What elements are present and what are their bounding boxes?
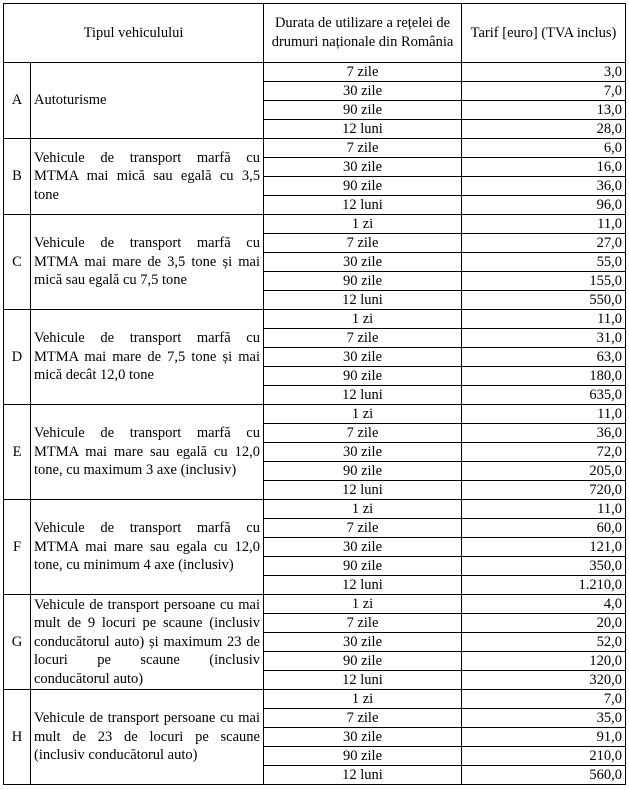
duration-cell: 1 zi bbox=[264, 405, 462, 424]
price-cell: 11,0 bbox=[462, 500, 626, 519]
duration-cell: 30 zile bbox=[264, 728, 462, 747]
price-cell: 550,0 bbox=[462, 291, 626, 310]
price-cell: 36,0 bbox=[462, 177, 626, 196]
tariff-table bbox=[3, 3, 626, 785]
price-cell: 28,0 bbox=[462, 120, 626, 139]
duration-cell: 90 zile bbox=[264, 462, 462, 481]
price-cell: 720,0 bbox=[462, 481, 626, 500]
duration-cell: 30 zile bbox=[264, 348, 462, 367]
price-cell: 205,0 bbox=[462, 462, 626, 481]
price-cell: 63,0 bbox=[462, 348, 626, 367]
duration-cell: 30 zile bbox=[264, 633, 462, 652]
category-code: D bbox=[4, 310, 31, 405]
price-cell: 72,0 bbox=[462, 443, 626, 462]
price-cell: 11,0 bbox=[462, 310, 626, 329]
duration-cell: 12 luni bbox=[264, 671, 462, 690]
category-description: Vehicule de transport persoane cu mai mult de 9 locuri pe scaune (inclusiv conducătorul auto) și maximum 23 de locuri pe scaune (inclusiv conducătorul auto) bbox=[31, 595, 264, 690]
price-cell: 560,0 bbox=[462, 766, 626, 785]
duration-cell: 90 zile bbox=[264, 747, 462, 766]
table-row bbox=[4, 215, 626, 234]
price-cell: 11,0 bbox=[462, 405, 626, 424]
duration-cell: 30 zile bbox=[264, 158, 462, 177]
category-code: B bbox=[4, 139, 31, 215]
price-cell: 35,0 bbox=[462, 709, 626, 728]
duration-cell: 12 luni bbox=[264, 196, 462, 215]
category-description: Vehicule de transport marfă cu MTMA mai mare sau egală cu 12,0 tone, cu maximum 3 axe (inclusiv) bbox=[31, 405, 264, 500]
price-cell: 121,0 bbox=[462, 538, 626, 557]
price-cell: 52,0 bbox=[462, 633, 626, 652]
price-cell: 320,0 bbox=[462, 671, 626, 690]
category-code: G bbox=[4, 595, 31, 690]
table-row bbox=[4, 500, 626, 519]
duration-cell: 7 zile bbox=[264, 63, 462, 82]
duration-cell: 7 zile bbox=[264, 234, 462, 253]
price-cell: 210,0 bbox=[462, 747, 626, 766]
duration-cell: 7 zile bbox=[264, 614, 462, 633]
category-code: C bbox=[4, 215, 31, 310]
header-tariff: Tarif [euro] (TVA inclus) bbox=[462, 4, 626, 63]
header-row bbox=[4, 4, 626, 63]
table-row bbox=[4, 310, 626, 329]
category-description: Vehicule de transport marfă cu MTMA mai mică sau egală cu 3,5 tone bbox=[31, 139, 264, 215]
price-cell: 16,0 bbox=[462, 158, 626, 177]
category-description: Vehicule de transport marfă cu MTMA mai mare de 3,5 tone și mai mică sau egală cu 7,5 tone bbox=[31, 215, 264, 310]
table-body bbox=[4, 63, 626, 785]
duration-cell: 30 zile bbox=[264, 82, 462, 101]
price-cell: 55,0 bbox=[462, 253, 626, 272]
price-cell: 635,0 bbox=[462, 386, 626, 405]
price-cell: 20,0 bbox=[462, 614, 626, 633]
price-cell: 36,0 bbox=[462, 424, 626, 443]
duration-cell: 1 zi bbox=[264, 310, 462, 329]
duration-cell: 30 zile bbox=[264, 443, 462, 462]
duration-cell: 1 zi bbox=[264, 690, 462, 709]
duration-cell: 12 luni bbox=[264, 120, 462, 139]
duration-cell: 12 luni bbox=[264, 386, 462, 405]
price-cell: 6,0 bbox=[462, 139, 626, 158]
price-cell: 7,0 bbox=[462, 690, 626, 709]
price-cell: 350,0 bbox=[462, 557, 626, 576]
category-description: Vehicule de transport marfă cu MTMA mai mare sau egala cu 12,0 tone, cu minimum 4 axe (inclusiv) bbox=[31, 500, 264, 595]
price-cell: 155,0 bbox=[462, 272, 626, 291]
price-cell: 27,0 bbox=[462, 234, 626, 253]
duration-cell: 7 zile bbox=[264, 329, 462, 348]
price-cell: 180,0 bbox=[462, 367, 626, 386]
price-cell: 13,0 bbox=[462, 101, 626, 120]
table-row bbox=[4, 405, 626, 424]
category-code: A bbox=[4, 63, 31, 139]
price-cell: 120,0 bbox=[462, 652, 626, 671]
duration-cell: 90 zile bbox=[264, 272, 462, 291]
category-description: Vehicule de transport marfă cu MTMA mai mare de 7,5 tone și mai mică decât 12,0 tone bbox=[31, 310, 264, 405]
duration-cell: 1 zi bbox=[264, 595, 462, 614]
header-vehicle-type: Tipul vehiculului bbox=[4, 4, 264, 63]
duration-cell: 90 zile bbox=[264, 367, 462, 386]
price-cell: 11,0 bbox=[462, 215, 626, 234]
category-description: Autoturisme bbox=[31, 63, 264, 139]
duration-cell: 12 luni bbox=[264, 291, 462, 310]
duration-cell: 1 zi bbox=[264, 215, 462, 234]
price-cell: 91,0 bbox=[462, 728, 626, 747]
price-cell: 60,0 bbox=[462, 519, 626, 538]
price-cell: 1.210,0 bbox=[462, 576, 626, 595]
duration-cell: 7 zile bbox=[264, 424, 462, 443]
duration-cell: 90 zile bbox=[264, 177, 462, 196]
duration-cell: 12 luni bbox=[264, 766, 462, 785]
price-cell: 31,0 bbox=[462, 329, 626, 348]
category-description: Vehicule de transport persoane cu mai mult de 23 de locuri pe scaune (inclusiv conducătorul auto) bbox=[31, 690, 264, 785]
price-cell: 3,0 bbox=[462, 63, 626, 82]
duration-cell: 30 zile bbox=[264, 538, 462, 557]
category-code: F bbox=[4, 500, 31, 595]
table-row bbox=[4, 690, 626, 709]
duration-cell: 30 zile bbox=[264, 253, 462, 272]
table-row bbox=[4, 139, 626, 158]
duration-cell: 90 zile bbox=[264, 557, 462, 576]
price-cell: 4,0 bbox=[462, 595, 626, 614]
table-row bbox=[4, 63, 626, 82]
category-code: E bbox=[4, 405, 31, 500]
duration-cell: 12 luni bbox=[264, 576, 462, 595]
duration-cell: 7 zile bbox=[264, 709, 462, 728]
price-cell: 7,0 bbox=[462, 82, 626, 101]
duration-cell: 90 zile bbox=[264, 652, 462, 671]
duration-cell: 90 zile bbox=[264, 101, 462, 120]
duration-cell: 7 zile bbox=[264, 519, 462, 538]
header-duration: Durata de utilizare a rețelei de drumuri naționale din România bbox=[264, 4, 462, 63]
category-code: H bbox=[4, 690, 31, 785]
duration-cell: 12 luni bbox=[264, 481, 462, 500]
table-row bbox=[4, 595, 626, 614]
price-cell: 96,0 bbox=[462, 196, 626, 215]
duration-cell: 7 zile bbox=[264, 139, 462, 158]
duration-cell: 1 zi bbox=[264, 500, 462, 519]
